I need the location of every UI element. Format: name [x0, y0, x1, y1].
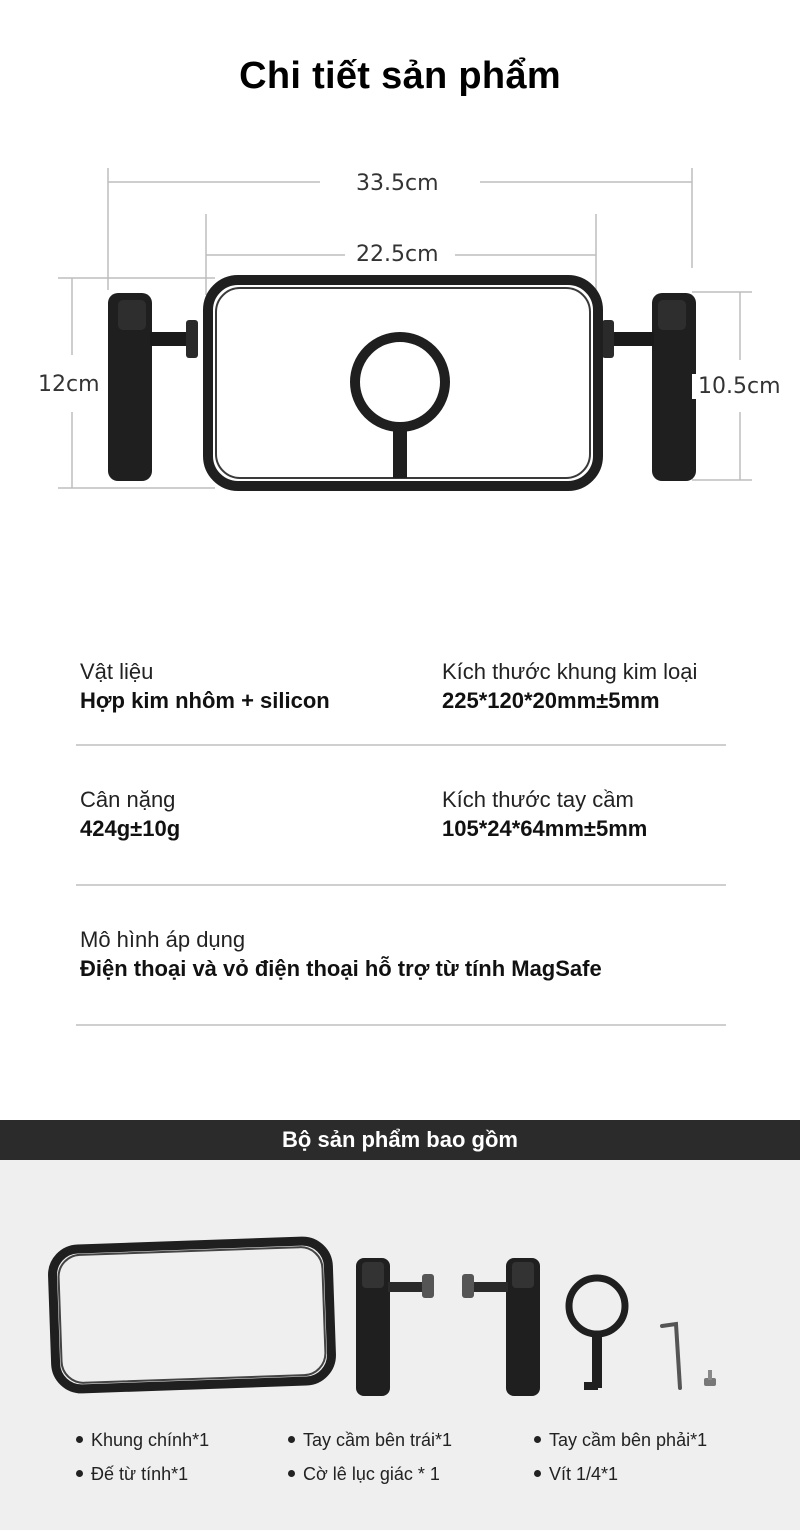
spec-label: Cân nặng [80, 787, 176, 812]
bullet-icon [76, 1470, 83, 1477]
product-dimension-illustration [0, 150, 800, 510]
list-item: Khung chính*1 [76, 1430, 209, 1451]
spec-value: Điện thoại và vỏ điện thoại hỗ trợ từ tính MagSafe [80, 956, 602, 981]
left-height-label: 12cm [32, 372, 106, 397]
bullet-icon [288, 1470, 295, 1477]
total-width-label: 33.5cm [350, 171, 445, 196]
kit-left-handle-graphic [356, 1258, 434, 1396]
spec-compatible-models [80, 926, 602, 984]
spec-value: 105*24*64mm±5mm [442, 816, 648, 841]
list-item: Đế từ tính*1 [76, 1464, 188, 1485]
right-handle-graphic [602, 293, 696, 481]
frame-width-label: 22.5cm [350, 242, 445, 267]
bullet-icon [534, 1470, 541, 1477]
spec-table [76, 650, 726, 1026]
spec-label: Kích thước tay cầm [442, 787, 634, 812]
spec-label: Vật liệu [80, 659, 154, 684]
spec-material [80, 658, 330, 716]
kit-screw-graphic [704, 1370, 716, 1386]
kit-illustration [0, 1220, 800, 1400]
spec-label: Kích thước khung kim loại [442, 659, 698, 684]
page-title: Chi tiết sản phẩm [239, 55, 561, 97]
spec-frame-size [442, 658, 697, 716]
spec-row [76, 886, 726, 1026]
spec-handle-size [442, 786, 647, 844]
magnetic-ring-graphic [355, 337, 445, 478]
list-item: Cờ lê lục giác * 1 [288, 1464, 440, 1485]
right-height-label: 10.5cm [692, 374, 787, 399]
bullet-icon [534, 1436, 541, 1443]
spec-value: 225*120*20mm±5mm [442, 688, 660, 713]
spec-label: Mô hình áp dụng [80, 927, 246, 952]
list-item: Tay cầm bên phải*1 [534, 1430, 707, 1451]
kit-heading: Bộ sản phẩm bao gồm [0, 1120, 800, 1160]
kit-frame-graphic [52, 1240, 333, 1390]
spec-row [76, 746, 726, 886]
kit-contents [0, 1160, 800, 1530]
kit-magnetic-ring-graphic [569, 1278, 625, 1390]
kit-hex-key-graphic [662, 1324, 680, 1388]
list-item: Vít 1/4*1 [534, 1464, 618, 1485]
spec-row [76, 650, 726, 746]
bullet-icon [288, 1436, 295, 1443]
bullet-icon [76, 1436, 83, 1443]
spec-value: 424g±10g [80, 816, 181, 841]
list-item: Tay cầm bên trái*1 [288, 1430, 452, 1451]
spec-value: Hợp kim nhôm + silicon [80, 688, 330, 713]
spec-weight [80, 786, 180, 844]
left-handle-graphic [108, 293, 198, 481]
kit-right-handle-graphic [462, 1258, 540, 1396]
